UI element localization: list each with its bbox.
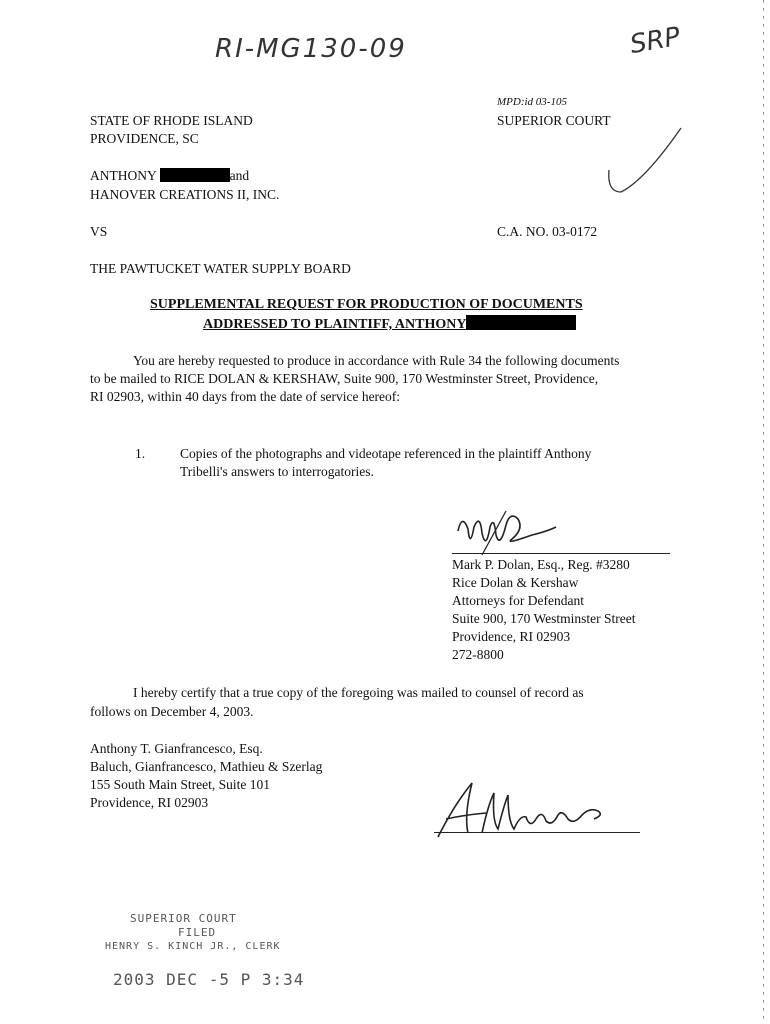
attorney-name: Mark P. Dolan, Esq., Reg. #3280 — [452, 557, 630, 572]
handwritten-case-code: RI-MG130-09 — [215, 34, 407, 64]
counsel-address-1: 155 South Main Street, Suite 101 — [90, 777, 270, 792]
plaintiff-company: HANOVER CREATIONS II, INC. — [90, 187, 280, 202]
certification-line-2: follows on December 4, 2003. — [90, 704, 254, 719]
item-number: 1. — [135, 446, 146, 461]
scan-edge — [763, 0, 764, 1024]
certification-line-1: I hereby certify that a true copy of the foregoing was mailed to counsel of record as — [133, 685, 584, 700]
signature-line — [452, 553, 670, 554]
attorney-role: Attorneys for Defendant — [452, 593, 584, 608]
attorney-address-2: Providence, RI 02903 — [452, 629, 571, 644]
county-line: PROVIDENCE, SC — [90, 131, 199, 146]
certifier-signature — [434, 775, 644, 850]
plaintiff-line — [90, 168, 249, 184]
item-line-1: Copies of the photographs and videotape referenced in the plaintiff Anthony — [180, 446, 592, 461]
handwritten-corner-initials: SRP — [627, 21, 683, 61]
attorney-phone: 272-8800 — [452, 647, 504, 662]
filing-stamp-line-2: FILED — [178, 926, 217, 939]
counsel-firm: Baluch, Gianfrancesco, Mathieu & Szerlag — [90, 759, 323, 774]
filing-stamp-line-1: SUPERIOR COURT — [130, 912, 237, 925]
versus: VS — [90, 224, 108, 239]
certifier-signature-line — [434, 832, 640, 833]
mpd-id: MPD:id 03-105 — [497, 96, 567, 108]
attorney-signature — [452, 505, 562, 565]
document-title-line1: SUPPLEMENTAL REQUEST FOR PRODUCTION OF DOCUMENTS — [150, 297, 583, 312]
attorney-firm: Rice Dolan & Kershaw — [452, 575, 579, 590]
plaintiff-first-name: ANTHONY — [90, 168, 157, 183]
redaction-bar — [160, 168, 230, 182]
counsel-name: Anthony T. Gianfrancesco, Esq. — [90, 741, 263, 756]
attorney-address-1: Suite 900, 170 Westminster Street — [452, 611, 636, 626]
checkmark-icon — [605, 120, 685, 200]
filing-stamp-line-4: 2003 DEC -5 P 3:34 — [113, 970, 305, 989]
document-title-line2 — [203, 315, 576, 333]
case-number: C.A. NO. 03-0172 — [497, 224, 598, 239]
intro-line-3: RI 02903, within 40 days from the date of service hereof: — [90, 389, 401, 404]
intro-line-1: You are hereby requested to produce in accordance with Rule 34 the following documents — [133, 353, 620, 368]
defendant: THE PAWTUCKET WATER SUPPLY BOARD — [90, 261, 351, 276]
redaction-bar — [466, 315, 576, 330]
counsel-address-2: Providence, RI 02903 — [90, 795, 209, 810]
intro-line-2: to be mailed to RICE DOLAN & KERSHAW, Suite 900, 170 Westminster Street, Providence, — [90, 371, 599, 386]
state-line: STATE OF RHODE ISLAND — [90, 113, 253, 128]
plaintiff-and: and — [229, 168, 250, 183]
filing-stamp-line-3: HENRY S. KINCH JR., CLERK — [105, 941, 281, 952]
item-line-2: Tribelli's answers to interrogatories. — [180, 464, 374, 479]
document-title-line2-text: ADDRESSED TO PLAINTIFF, ANTHONY — [203, 317, 467, 332]
court-name: SUPERIOR COURT — [497, 113, 611, 128]
